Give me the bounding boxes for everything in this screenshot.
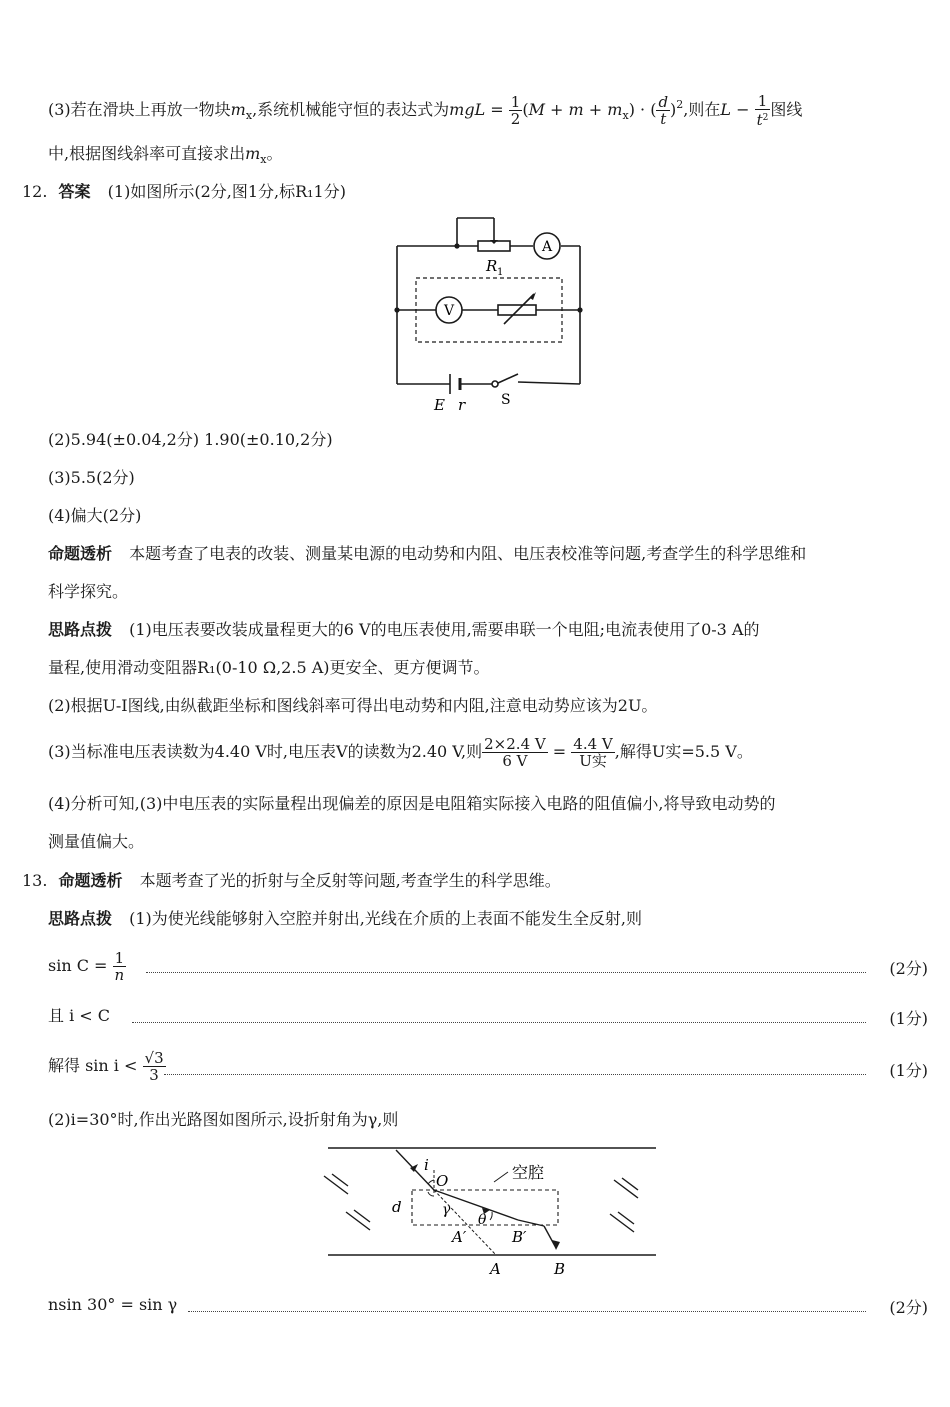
q12-answer-1: (1)如图所示(2分,图1分,标R₁1分) — [107, 182, 346, 201]
part3-text-d: 图线 — [770, 100, 803, 119]
q12-number: 12. — [22, 182, 48, 201]
q13-idea-label: 思路点拨 — [48, 909, 113, 928]
optics-diagram — [318, 1140, 658, 1280]
part3-text-a: (3)若在滑块上再放一物块 — [48, 100, 231, 119]
part3-text-c: ,则在 — [683, 100, 721, 119]
circuit-diagram — [390, 212, 590, 412]
part3-line1: (3)若在滑块上再放一物块$m_x$,系统机械能守恒的表达式为mgL = $\frac{1}{2}$ $(M + m + m_x)$ · ( $\frac{d}{t}$ )$^2$,则在L − $\frac{1}{t^2}$ 图线 — [48, 92, 803, 129]
optics-A-prime-label: A′ — [452, 1228, 467, 1246]
q13-eq1-left: sin C = — [48, 956, 108, 975]
q13-eq2-left: 且 i < C — [48, 1006, 111, 1025]
optics-gamma-label: γ — [442, 1202, 451, 1218]
q12-answer-heading — [22, 182, 346, 202]
q12-idea-1b: 量程,使用滑动变阻器R₁(0-10 Ω,2.5 A)更安全、更方便调节。 — [48, 658, 490, 677]
circuit-r1-label: R — [486, 257, 498, 275]
q13-eq1-row: sin C = $\frac{1}{n}$ (2分) — [48, 949, 928, 984]
optics-A-label: A — [490, 1260, 501, 1278]
q12-insight-2: 科学探究。 — [48, 582, 129, 601]
q12-answer-label: 答案 — [58, 182, 91, 201]
q13-insight-label: 命题透析 — [58, 871, 123, 890]
q13-eq2-leader — [132, 1022, 866, 1023]
q13-number: 13. — [22, 871, 48, 890]
optics-d-label: d — [392, 1198, 402, 1216]
q13-eq3-score: (1分) — [889, 1061, 928, 1080]
optics-B-prime-label: B′ — [512, 1228, 527, 1246]
q13-idea-2: (2)i=30°时,作出光路图如图所示,设折射角为γ,则 — [48, 1110, 399, 1129]
q12-idea-1a: 思路点拨 (1)电压表要改装成量程更大的6 V的电压表使用,需要串联一个电阻;电流表使用了0-3 A的 — [48, 620, 760, 639]
q13-insight: 13. 命题透析 本题考查了光的折射与全反射等问题,考查学生的科学思维。 — [22, 871, 561, 890]
optics-cavity-label: 空腔 — [512, 1163, 545, 1182]
optics-O-label: O — [436, 1172, 449, 1190]
q12-idea-3: (3)当标准电压表读数为4.40 V时,电压表V的读数为2.40 V,则 $\frac{2\times 2.4 V}{6 V}$ = $\frac{4.4 V}{\text{U实}}$ ,解得U实=5.5 V。 — [48, 735, 753, 770]
circuit-switch-label: S — [501, 392, 511, 408]
q13-eq4-left: nsin 30° = sin γ — [48, 1295, 178, 1314]
q12-insight-label: 命题透析 — [48, 544, 113, 563]
q12-answer-4: (4)偏大(2分) — [48, 506, 142, 525]
part3-text-b: ,系统机械能守恒的表达式为 — [252, 100, 450, 119]
part3-line2: 中,根据图线斜率可直接求出$m_x$。 — [48, 144, 283, 166]
circuit-r1-subscript: 1 — [497, 267, 504, 278]
q13-eq2-row — [48, 1006, 928, 1030]
q13-eq1-score: (2分) — [889, 959, 928, 978]
q12-answer-2: (2)5.94(±0.04,2分) 1.90(±0.10,2分) — [48, 430, 333, 449]
optics-theta-label: θ — [478, 1212, 487, 1228]
circuit-emf-label: E — [434, 396, 445, 412]
q13-eq3-leader — [164, 1074, 866, 1075]
q13-eq3-row: 解得 sin i < $\frac{√3}{3}$ (1分) — [48, 1049, 928, 1084]
q13-eq1-leader — [146, 972, 866, 973]
optics-i-label: i — [424, 1156, 429, 1174]
q13-idea-1: 思路点拨 (1)为使光线能够射入空腔并射出,光线在介质的上表面不能发生全反射,则 — [48, 909, 642, 928]
optics-B-label: B — [554, 1260, 566, 1278]
circuit-voltmeter-label: V — [443, 303, 455, 319]
circuit-ammeter-label: A — [541, 239, 553, 255]
q12-idea-2: (2)根据U-I图线,由纵截距坐标和图线斜率可得出电动势和内阻,注意电动势应该为2U。 — [48, 696, 658, 715]
q12-idea-4b: 测量值偏大。 — [48, 832, 145, 851]
q13-eq3-left: 解得 sin i < — [48, 1056, 138, 1075]
q13-eq2-score: (1分) — [889, 1009, 928, 1028]
q13-eq4-row — [48, 1295, 928, 1319]
q13-eq4-leader — [188, 1311, 866, 1312]
circuit-internal-r-label: r — [458, 396, 466, 412]
q12-insight-1: 命题透析 本题考查了电表的改装、测量某电源的电动势和内阻、电压表校准等问题,考查学生的科学思维和 — [48, 544, 807, 563]
q13-eq4-score: (2分) — [889, 1298, 928, 1317]
q12-idea-label: 思路点拨 — [48, 620, 113, 639]
q12-answer-3: (3)5.5(2分) — [48, 468, 135, 487]
q12-idea-4a: (4)分析可知,(3)中电压表的实际量程出现偏差的原因是电阻箱实际接入电路的阻值偏小,将导致电动势的 — [48, 794, 776, 813]
